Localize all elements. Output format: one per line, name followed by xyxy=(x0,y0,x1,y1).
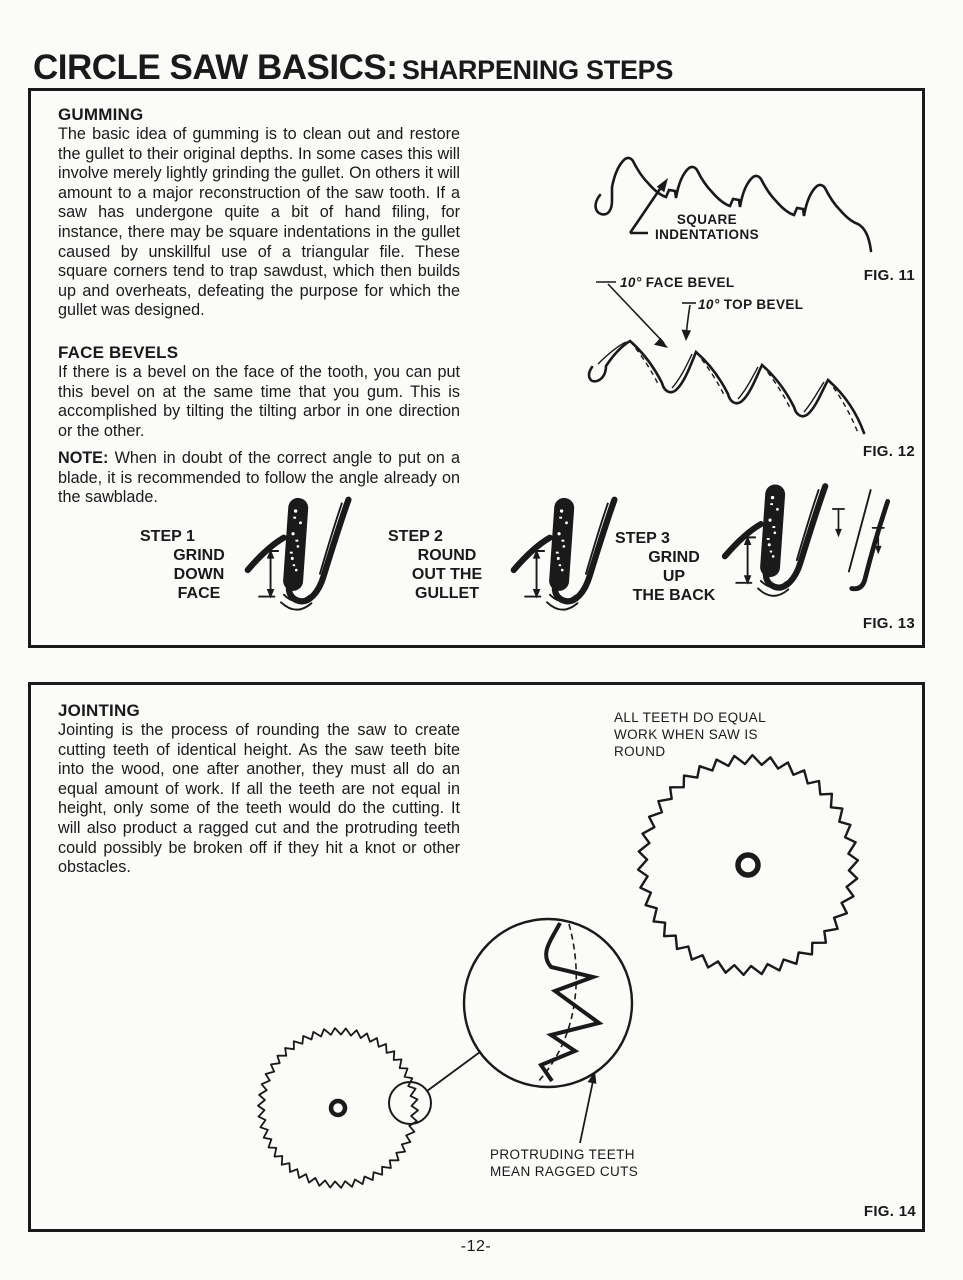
page-title-sub: SHARPENING STEPS xyxy=(401,55,674,85)
step-1-label: STEP 1 GRIND DOWN FACE xyxy=(140,528,225,602)
step-1-gullet-icon xyxy=(243,491,357,611)
callout-face-bevel: 10° FACE BEVEL xyxy=(620,275,735,290)
note-label: NOTE: xyxy=(58,449,109,467)
fig-label-13: FIG. 13 xyxy=(862,615,915,632)
step-3-label: STEP 3 GRIND UP THE BACK xyxy=(615,530,716,604)
section-box-jointing xyxy=(28,682,925,1232)
note-body: When in doubt of the correct angle to put on a blade, it is recommended to follow the angle already on the sawblade. xyxy=(58,449,460,507)
section-box-gumming xyxy=(28,88,925,648)
heading-jointing: JOINTING xyxy=(58,701,140,720)
protruding-arrow-shaft xyxy=(580,1081,593,1143)
paragraph-jointing: Jointing is the process of rounding the saw to create cutting teeth of identical height. As the saw teeth bite into the wood, one after another, they must all do an equal amount of work. If all the teeth are not equal in height, only some of the teeth would do the cutting. It will also product a ragged cut and the protruding teeth could possibly be broken off if they hit a knot or other obstacles. xyxy=(58,721,460,877)
uneven-saw-blade-icon xyxy=(258,1028,418,1188)
protruding-teeth-profile xyxy=(541,923,599,1081)
paragraph-gumming: The basic idea of gumming is to clean out and restore the gullet to their original depths. In some cases this will involve merely lightly grinding the gullet. On others it will amount to a major reconstruction of the saw tooth. If a saw has undergone quite a bit of hand filing, for instance, there may be square indentations in the gullet caused by unskillful use of a triangular file. These square corners tend to trap sawdust, which then builds up and overheats, defeating the purpose for which the gullet was designed. xyxy=(58,125,460,320)
step-3-extra-teeth xyxy=(833,490,888,589)
fig-label-11: FIG. 11 xyxy=(863,267,915,284)
fig14-saw-blades-drawing xyxy=(31,685,922,1229)
fig-label-14: FIG. 14 xyxy=(863,1203,916,1220)
heading-gumming: GUMMING xyxy=(58,105,144,124)
top-bevel-arrowhead-icon xyxy=(682,330,692,342)
arbor-hole-icon xyxy=(331,1101,345,1115)
page-number: -12- xyxy=(460,1238,492,1255)
callout-square-indentations: SQUARE INDENTATIONS xyxy=(654,212,760,242)
callout-protruding-teeth: PROTRUDING TEETH MEAN RAGGED CUTS xyxy=(490,1147,639,1179)
step-2-gullet-icon xyxy=(509,491,623,611)
step-3-gullet-icon xyxy=(719,473,904,615)
face-bevel-arrowhead-icon xyxy=(654,338,668,348)
beveled-teeth-outline xyxy=(589,341,864,433)
heading-face-bevels: FACE BEVELS xyxy=(58,343,179,362)
page-title xyxy=(33,48,673,88)
page-title-main: CIRCLE SAW BASICS: xyxy=(33,48,398,87)
fig-label-12: FIG. 12 xyxy=(862,443,915,460)
callout-top-bevel: 10° TOP BEVEL xyxy=(698,297,804,312)
step-2-label: STEP 2 ROUND OUT THE GULLET xyxy=(388,528,483,602)
magnifier-connector-line xyxy=(427,1052,480,1091)
face-bevel-leader xyxy=(608,284,664,343)
round-saw-blade-icon xyxy=(638,755,858,975)
callout-all-teeth-equal: ALL TEETH DO EQUAL WORK WHEN SAW IS ROUND xyxy=(614,710,766,759)
paragraph-face-bevels: If there is a bevel on the face of the tooth, you can put this bevel on at the same time that you gum. This is accomplished by tilting the tilting arbor in one direction or the other. xyxy=(58,363,460,440)
arbor-hole-icon xyxy=(738,855,758,875)
detail-circle-icon xyxy=(389,1082,431,1124)
